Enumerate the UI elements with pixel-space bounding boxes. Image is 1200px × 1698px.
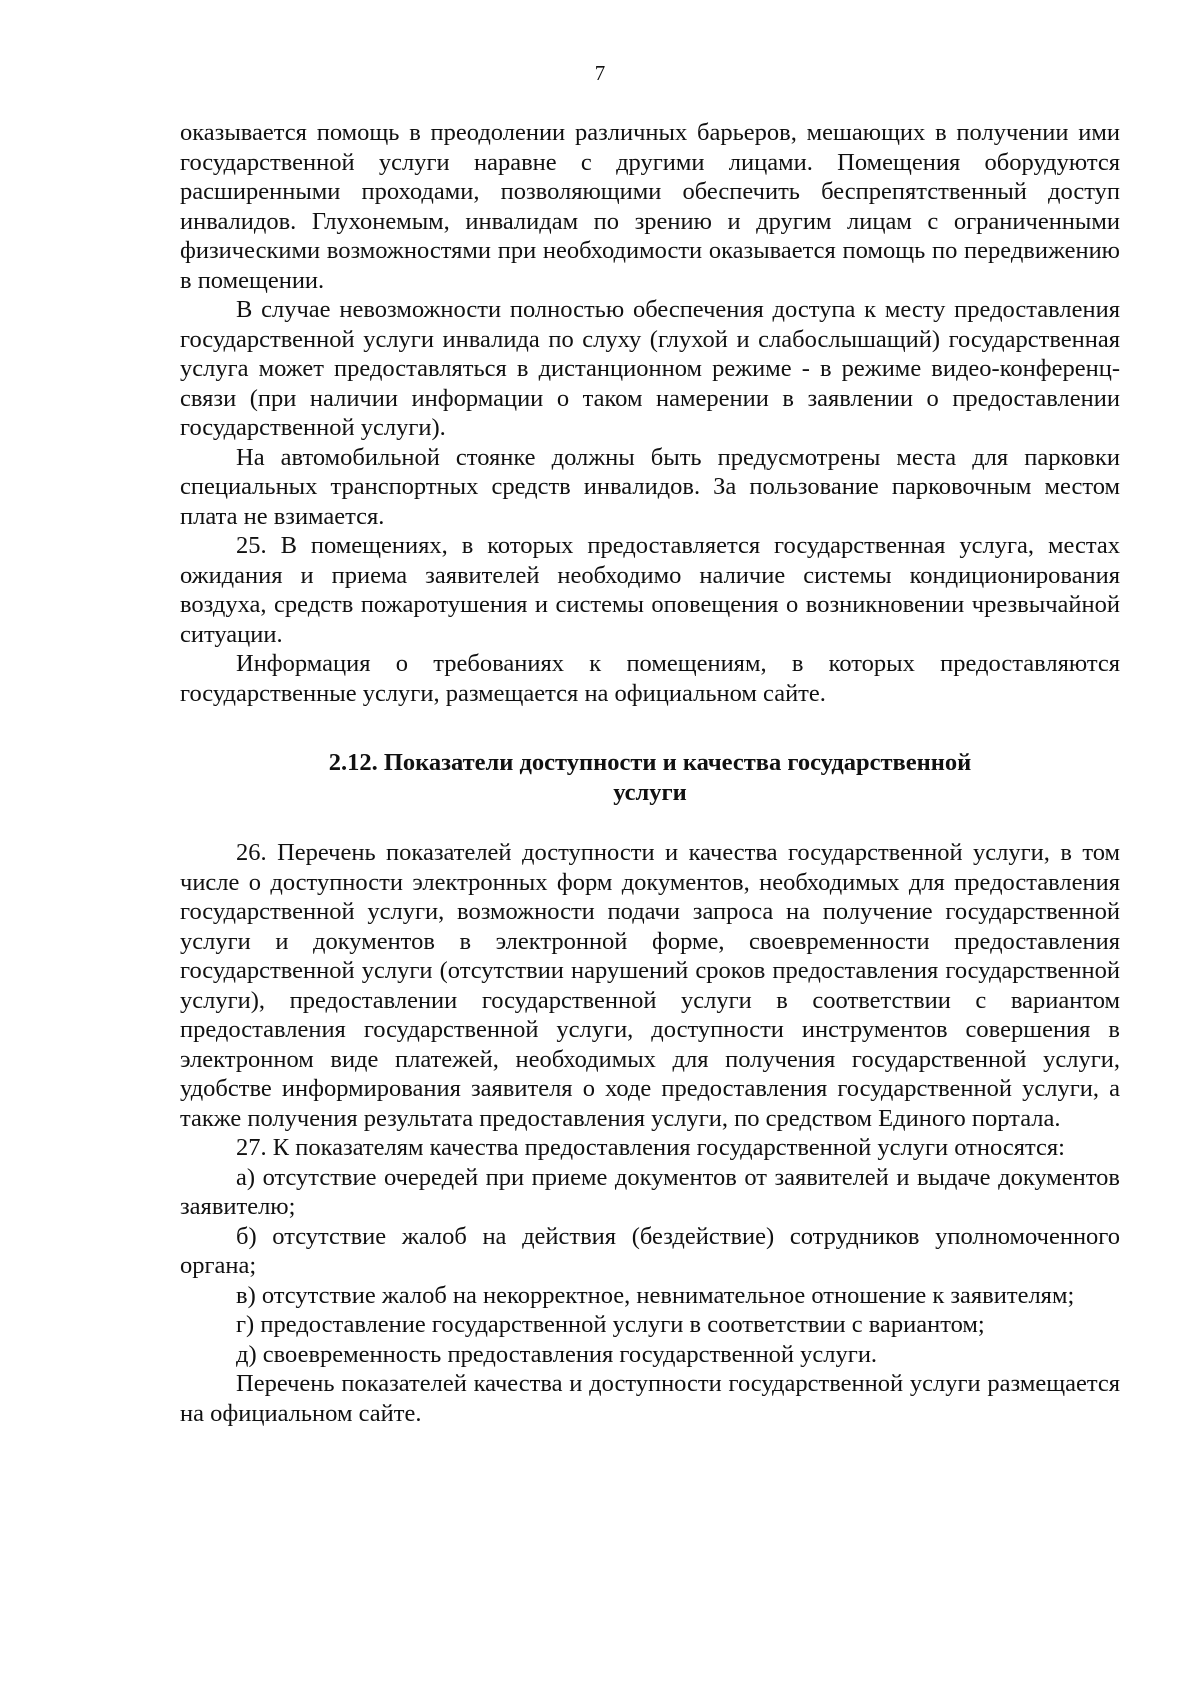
paragraph-continuation: оказывается помощь в преодолении различных барьеров, мешающих в получении ими государственной услуги наравне с другими лицами. Помещения оборудуются расширенными проходами, позволяющими обеспечить беспрепятственный доступ инвалидов. Глухонемым, инвалидам по зрению и другим лицам с ограниченными физическими возможностями при необходимости оказывается помощь по передвижению в помещении. [180, 119, 1120, 294]
section-heading-line-2: услуги [613, 779, 687, 806]
paragraph-25: 25. В помещениях, в которых предоставляется государственная услуга, местах ожидания и приема заявителей необходимо наличие системы кондиционирования воздуха, средств пожаротушения и системы оповещения о возникновении чрезвычайной ситуации. [180, 532, 1120, 648]
paragraph-hearing-impaired: В случае невозможности полностью обеспечения доступа к месту предоставления государственной услуги инвалида по слуху (глухой и слабослышащий) государственная услуга может предоставляться в дистанционном режиме - в режиме видео-конференц-связи (при наличии информации о таком намерении в заявлении о предоставлении государственной услуги). [180, 296, 1120, 441]
paragraph-parking: На автомобильной стоянке должны быть предусмотрены места для парковки специальных транспортных средств инвалидов. За пользование парковочным местом плата не взимается. [180, 443, 1120, 530]
section-heading [180, 748, 1120, 808]
paragraph-indicators-list: Перечень показателей качества и доступности государственной услуги размещается на официальном сайте. [180, 1370, 1120, 1427]
paragraph-26: 26. Перечень показателей доступности и качества государственной услуги, в том числе о доступности электронных форм документов, необходимых для предоставления государственной услуги, возможности подачи запроса на получение государственной услуги и документов в электронной форме, своевременности предоставления государственной услуги (отсутствии нарушений сроков предоставления государственной услуги), предоставлении государственной услуги в соответствии с вариантом предоставления государственной услуги, доступности инструментов совершения в электронном виде платежей, необходимых для получения государственной услуги, удобстве информирования заявителя о ходе предоставления государственной услуги, а также получения результата предоставления услуги, по средством Единого портала. [180, 839, 1120, 1132]
section-heading-line-1: 2.12. Показатели доступности и качества государственной [328, 749, 972, 776]
list-item-g: г) предоставление государственной услуги в соответствии с вариантом; [236, 1311, 985, 1338]
list-item-v: в) отсутствие жалоб на некорректное, невнимательное отношение к заявителям; [236, 1281, 1075, 1309]
paragraph-premises-info: Информация о требованиях к помещениям, в которых предоставляются государственные услуги, размещается на официальном сайте. [180, 650, 1120, 707]
page-number: 7 [594, 61, 606, 85]
paragraph-27: 27. К показателям качества предоставления государственной услуги относятся: [236, 1134, 1065, 1161]
list-item-b: б) отсутствие жалоб на действия (бездействие) сотрудников уполномоченного органа; [180, 1222, 1120, 1279]
bottom-text-block [180, 838, 1120, 1428]
list-item-d: д) своевременность предоставления государственной услуги. [236, 1340, 878, 1368]
list-item-a: а) отсутствие очередей при приеме документов от заявителей и выдаче документов заявителю; [180, 1163, 1120, 1220]
top-text-block [180, 118, 1120, 708]
